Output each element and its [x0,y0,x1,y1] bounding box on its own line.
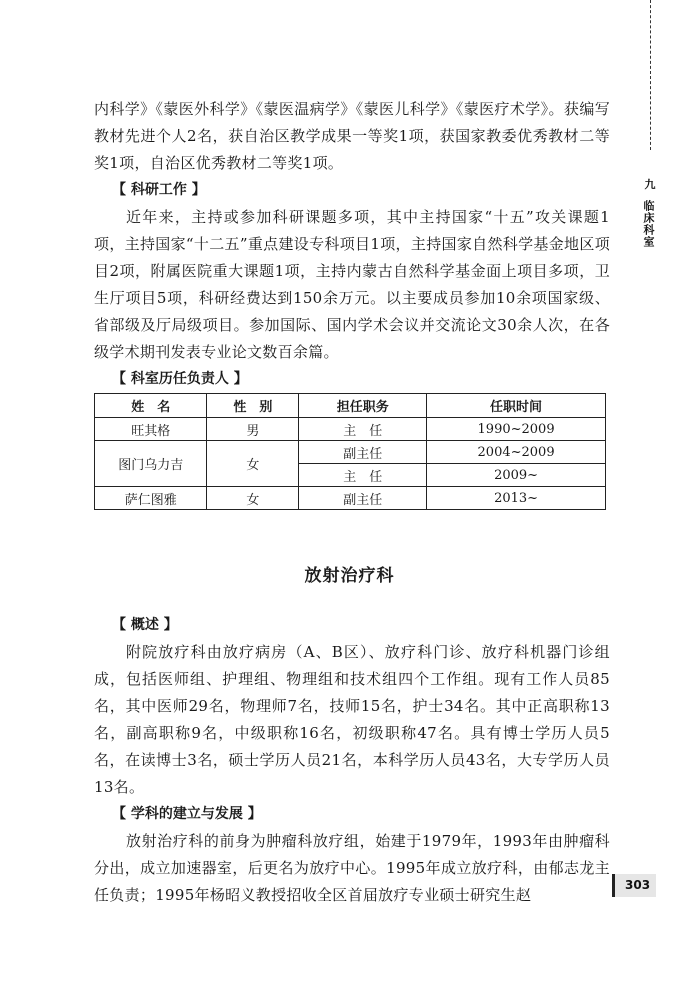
overview-paragraph: 附院放疗科由放疗病房（A、B区）、放疗科门诊、放疗科机器门诊组成，包括医师组、护理组、物理组和技术组四个工作组。现有工作人员85名，其中医师29名，物理师7名，技师15名，护士34名。其中正高职称13名，副高职称9名，中级职称16名，初级职称47名。具有博士学历人员5名，在读博士3名，硕士学历人员21名，本科学历人员43名，大专学历人员13名。 [94,643,610,796]
cell-period: 2009~ [427,464,606,487]
cell-period: 1990~2009 [427,418,606,441]
header-period: 任职时间 [427,394,606,418]
header-name: 姓 名 [95,394,207,418]
section-upper [94,96,610,510]
cell-gender: 女 [207,441,299,487]
chapter-side-tab [641,178,659,248]
cell-gender: 女 [207,487,299,510]
development-heading: 【 学科的建立与发展 】 [112,806,262,822]
page-number: 303 [612,874,656,897]
cell-name: 图门乌力吉 [95,441,207,487]
research-paragraph: 近年来，主持或参加科研课题多项，其中主持国家“十五”攻关课题1项，主持国家“十二五”重点建设专科项目1项，主持国家自然科学基金地区项目2项，附属医院重大课题1项，主持内蒙古自然科学基金面上项目多项，卫生厅项目5项，科研经费达到150余万元。以主要成员参加10余项国家级、省部级及厅局级项目。参加国际、国内学术会议并交流论文30余人次，在各级学术期刊发表专业论文数百余篇。 [94,208,610,361]
cell-name: 旺其格 [95,418,207,441]
development-paragraph: 放射治疗科的前身为肿瘤科放疗组，始建于1979年，1993年由肿瘤科分出，成立加速器室，后更名为放疗中心。1995年成立放疗科，由郁志龙主任负责；1995年杨昭义教授招收全区首届放疗专业硕士研究生赵 [94,832,610,904]
cell-role: 主 任 [299,464,427,487]
leaders-heading: 【 科室历任负责人 】 [112,371,248,387]
cell-role: 副主任 [299,441,427,464]
section-title: 放射治疗科 [304,566,395,586]
cell-name: 萨仁图雅 [95,487,207,510]
cell-role: 副主任 [299,487,427,510]
table-header-row [95,394,606,418]
table-row [95,418,606,441]
cell-period: 2013~ [427,487,606,510]
table-row [95,441,606,464]
header-role: 担任职务 [299,394,427,418]
margin-dashed-rule [650,0,651,150]
research-heading: 【 科研工作 】 [112,182,206,198]
header-gender: 性 别 [207,394,299,418]
table-row [95,487,606,510]
overview-heading: 【 概述 】 [112,617,178,633]
cell-gender: 男 [207,418,299,441]
cell-period: 2004~2009 [427,441,606,464]
chapter-name: 临床科室 [642,200,655,248]
chapter-number: 九 [644,178,656,191]
cell-role: 主 任 [299,418,427,441]
section-lower [94,612,610,909]
leaders-table [94,393,606,510]
intro-paragraph: 内科学》《蒙医外科学》《蒙医温病学》《蒙医儿科学》《蒙医疗术学》。获编写教材先进个人2名，获自治区教学成果一等奖1项，获国家教委优秀教材二等奖1项，自治区优秀教材二等奖1项。 [94,100,610,172]
